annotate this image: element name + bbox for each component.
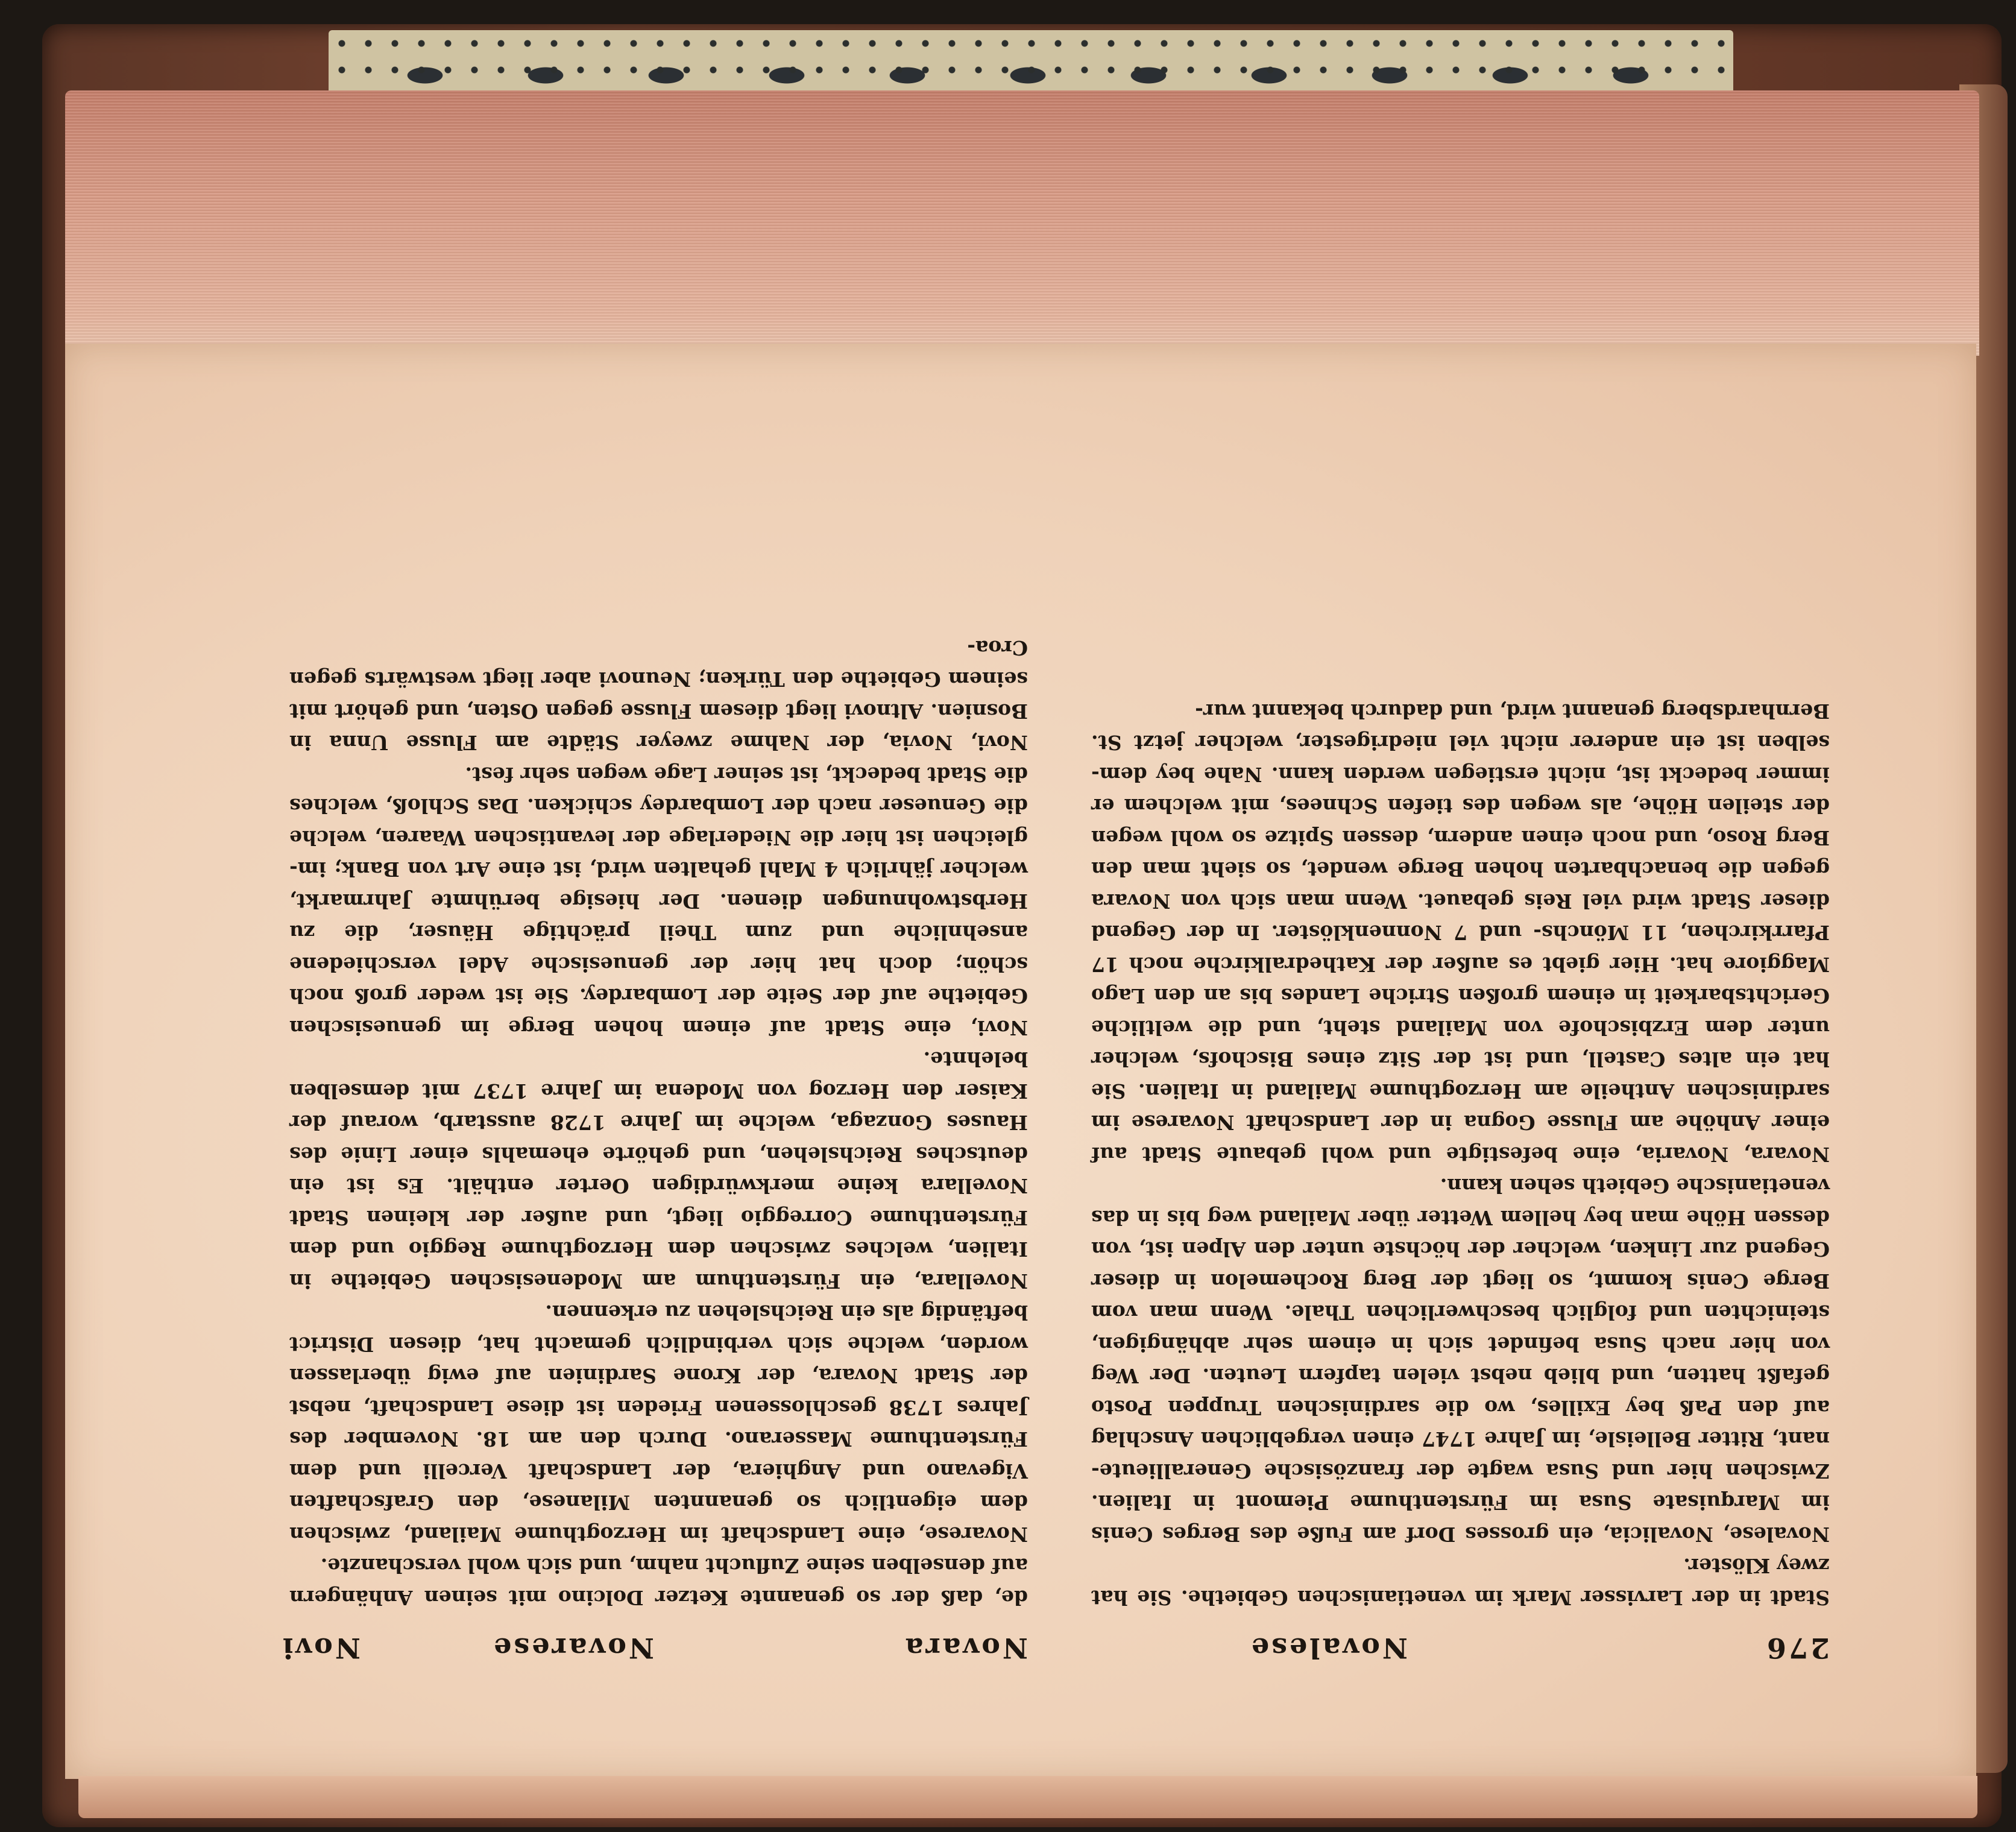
paragraph: de, daß der so genannte Ketzer Dolcino mit seinen Anhängern auf denselben seine Zuflucht nahm, und sich wohl verschanzte. <box>289 1554 1028 1609</box>
printed-text-block <box>280 606 1830 1664</box>
text-column-right <box>289 632 1028 1614</box>
page-number: 276 <box>1764 1632 1830 1664</box>
paragraph: Novi, Novia, der Nahme zweyer Städte am Flusse Unna in Bosnien. Altnovi liegt diesem Flusse gegen Osten, und gehört mit seinem Gebiethe den Türken; Neunovi aber liegt westwärts gegen Croa- <box>289 636 1028 755</box>
paragraph: Novarese, eine Landschaft im Herzogthume Mailand, zwischen dem eigentlich so genannten Milanese, den Grafschaften Vigevano und Anghiera, der Landschaft Vercelli und dem Fürstenthume Masserano. Durch den am 18. November des Jahres 1738 geschlossenen Frieden ist diese Landschaft, nebst der Stadt Novara, der Krone Sardinien auf ewig überlassen worden, welche sich verbindlich gemacht hat, diesen District beftändig als ein Reichslehen zu erkennen. <box>289 1301 1028 1546</box>
text-column-left <box>1091 695 1830 1614</box>
running-head-word: Novara <box>902 1632 1028 1664</box>
page-edges <box>65 90 1979 356</box>
paragraph: Stadt in der Larvisser Mark im venetianischen Gebiethe. Sie hat zwey Klöster. <box>1091 1554 1830 1609</box>
page-bottom-edge <box>78 1776 1977 1818</box>
paragraph: Novi, eine Stadt auf einem hohen Berge im genuesischen Gebiethe auf der Seite der Lombardey. Sie ist weder groß noch schön; doch hat hier der genuesische Adel verschiedene ansehnliche und zum Theil prächtige Häuser, die zu Herbstwohnungen dienen. Der hiesige berühmte Jahrmarkt, welcher jährlich 4 Mahl gehalten wird, ist eine Art von Bank; imgleichen ist hier die Niederlage der levantischen Waaren, welche die Genueser nach der Lombardey schicken. Das Schloß, welches die Stadt bedeckt, ist seiner Lage wegen sehr fest. <box>289 763 1028 1040</box>
running-head-word: Novalese <box>1249 1632 1408 1664</box>
paragraph: Novellara, ein Fürstenthum am Modenesischen Gebiethe in Italien, welches zwischen dem Herzogthume Reggio und dem Fürstenthume Correggio liegt, und außer der kleinen Stadt Novellara keine merkwürdigen Oerter enthält. Es ist ein deutsches Reichslehen, und gehörte ehemahls einer Linie des Hauses Gonzaga, welche im Jahre 1728 ausstarb, worauf der Kaiser den Herzog von Modena im Jahre 1737 mit demselben belehnte. <box>289 1047 1028 1293</box>
running-head-word: Novi <box>280 1632 361 1664</box>
running-head <box>280 1622 1830 1664</box>
running-head-word: Novarese <box>491 1632 654 1664</box>
paragraph: Novalese, Novalicia, ein grosses Dorf am Fuße des Berges Cenis im Marquisate Susa im Fürstenthume Piemont in Italien. Zwischen hier und Susa wagte der französische Generallieutenant, Ritter Belleisle, im Jahre 1747 einen vergeblichen Anschlag auf den Paß bey Exilles, wo die sardinischen Truppen Posto gefaßt hatten, und blieb nebst vielen tapfern Leuten. Der Weg von hier nach Susa befindet sich in einem sehr abhängigen, steinichten und folglich beschwerlichen Thale. Wenn man vom Berge Cenis kommt, so liegt der Berg Rochemelon in dieser Gegend zur Linken, welcher der höchste unter den Alpen ist, von dessen Höhe man bey hellem Wetter über Mailand weg bis in das venetianische Gebieth sehen kann. <box>1091 1174 1830 1546</box>
paragraph: Novara, Novaria, eine befestigte und wohl gebaute Stadt auf einer Anhöhe am Flusse Gogna in der Landschaft Novarese im sardinischen Antheile am Herzogthume Mailand in Italien. Sie hat ein altes Castell, und ist der Sitz eines Bischofs, welcher unter dem Erzbischofe von Mailand steht, und die weltliche Gerichtsbarkeit in einem großen Striche Landes bis an den Lago Maggiore hat. Hier giebt es außer der Kathedralkirche noch 17 Pfarrkirchen, 11 Mönchs- und 7 Nonnenklöster. In der Gegend dieser Stadt wird viel Reis gebauet. Wenn man sich von Novara gegen die benachbarten hohen Berge wendet, so sieht man den Berg Roso, und noch einen andern, dessen Spitze so wohl wegen der steilen Höhe, als wegen des tiefen Schnees, mit welchem er immer bedeckt ist, nicht erstiegen werden kann. Nahe bey demselben ist ein anderer nicht viel niedrigester, welcher jetzt St. Bernhardsberg genannt wird, und dadurch bekannt wur- <box>1091 700 1830 1166</box>
